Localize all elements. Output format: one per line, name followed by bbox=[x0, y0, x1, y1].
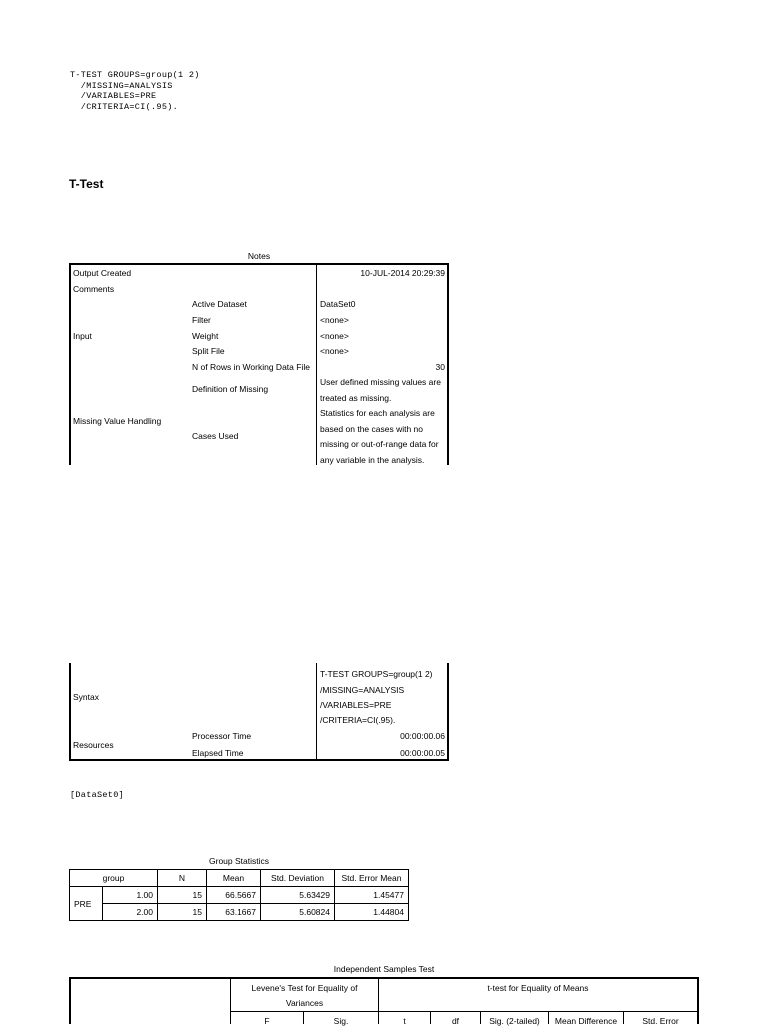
column-header: Mean bbox=[207, 870, 261, 887]
cases-used-value-line: missing or out-of-range data for bbox=[320, 439, 439, 449]
sub-header: Sig. bbox=[333, 1016, 349, 1026]
column-header: N bbox=[158, 870, 207, 887]
weight-value: <none> bbox=[320, 331, 349, 341]
table-cell: 5.63429 bbox=[261, 887, 335, 904]
table-cell: 1.00 bbox=[103, 887, 158, 904]
elapsed-time-label: Elapsed Time bbox=[192, 748, 244, 758]
table-cell: 5.60824 bbox=[261, 904, 335, 921]
section-title: T-Test bbox=[69, 177, 104, 191]
column-header: Std. Error Mean bbox=[335, 870, 409, 887]
table-cell: 2.00 bbox=[103, 904, 158, 921]
column-header: Std. Deviation bbox=[261, 870, 335, 887]
filter-label: Filter bbox=[192, 315, 211, 325]
notes-title: Notes bbox=[247, 251, 271, 261]
table-cell: 15 bbox=[158, 887, 207, 904]
variable-label: PRE bbox=[70, 887, 103, 921]
active-dataset-label: Active Dataset bbox=[192, 299, 247, 309]
cases-used-label: Cases Used bbox=[192, 431, 239, 441]
sub-header: t bbox=[403, 1016, 406, 1026]
table-cell: 63.1667 bbox=[207, 904, 261, 921]
comments-label: Comments bbox=[73, 284, 115, 294]
definition-missing-value-line: User defined missing values are bbox=[320, 377, 441, 387]
syntax-value-line: T-TEST GROUPS=group(1 2) bbox=[320, 669, 433, 679]
sub-header: F bbox=[264, 1016, 270, 1026]
active-dataset-value: DataSet0 bbox=[320, 299, 356, 309]
definition-missing-label: Definition of Missing bbox=[192, 384, 269, 394]
levene-header-line: Levene's Test for Equality of bbox=[251, 983, 358, 993]
weight-label: Weight bbox=[192, 331, 219, 341]
n-rows-label: N of Rows in Working Data File bbox=[192, 362, 310, 372]
syntax-value-line: /VARIABLES=PRE bbox=[320, 700, 392, 710]
sub-header: Mean Difference bbox=[554, 1016, 618, 1026]
split-file-label: Split File bbox=[192, 346, 225, 356]
ttest-header: t-test for Equality of Means bbox=[487, 983, 589, 993]
table-row bbox=[70, 887, 409, 904]
elapsed-time-value: 00:00:00.05 bbox=[400, 748, 445, 758]
n-rows-value: 30 bbox=[435, 362, 445, 372]
definition-missing-value-line: treated as missing. bbox=[320, 393, 392, 403]
syntax-line: /VARIABLES=PRE bbox=[70, 91, 157, 101]
table-cell: 15 bbox=[158, 904, 207, 921]
syntax-label: Syntax bbox=[73, 692, 99, 702]
filter-value: <none> bbox=[320, 315, 349, 325]
group-statistics-table bbox=[69, 869, 409, 921]
syntax-line: /MISSING=ANALYSIS bbox=[70, 80, 173, 91]
resources-label: Resources bbox=[73, 740, 114, 750]
cases-used-value-line: Statistics for each analysis are bbox=[320, 408, 435, 418]
split-file-value: <none> bbox=[320, 346, 349, 356]
table-row bbox=[70, 904, 409, 921]
sub-header: Sig. (2-tailed) bbox=[489, 1016, 540, 1026]
input-label: Input bbox=[73, 331, 92, 341]
column-header: group bbox=[70, 870, 158, 887]
sub-header: df bbox=[451, 1016, 460, 1026]
group-statistics-title: Group Statistics bbox=[209, 856, 269, 866]
table-cell: 1.44804 bbox=[335, 904, 409, 921]
independent-samples-title: Independent Samples Test bbox=[333, 964, 435, 974]
missing-value-handling-label: Missing Value Handling bbox=[73, 416, 162, 426]
output-created-label: Output Created bbox=[73, 268, 132, 278]
syntax-line: /CRITERIA=CI(.95). bbox=[70, 101, 179, 112]
dataset-tag: [DataSet0] bbox=[70, 790, 125, 800]
syntax-block bbox=[70, 70, 200, 112]
syntax-value-line: /CRITERIA=CI(.95). bbox=[320, 715, 396, 725]
syntax-value-line: /MISSING=ANALYSIS bbox=[320, 685, 405, 695]
table-cell: 1.45477 bbox=[335, 887, 409, 904]
table-header-row bbox=[70, 870, 409, 887]
processor-time-value: 00:00:00.06 bbox=[400, 731, 445, 741]
syntax-line: T-TEST GROUPS=group(1 2) bbox=[70, 70, 200, 80]
cases-used-value-line: any variable in the analysis. bbox=[320, 455, 425, 465]
levene-header-line: Variances bbox=[285, 998, 324, 1008]
table-cell: 66.5667 bbox=[207, 887, 261, 904]
cases-used-value-line: based on the cases with no bbox=[320, 424, 424, 434]
processor-time-label: Processor Time bbox=[192, 731, 252, 741]
output-created-value: 10-JUL-2014 20:29:39 bbox=[360, 268, 445, 278]
sub-header: Std. Error bbox=[642, 1016, 679, 1026]
